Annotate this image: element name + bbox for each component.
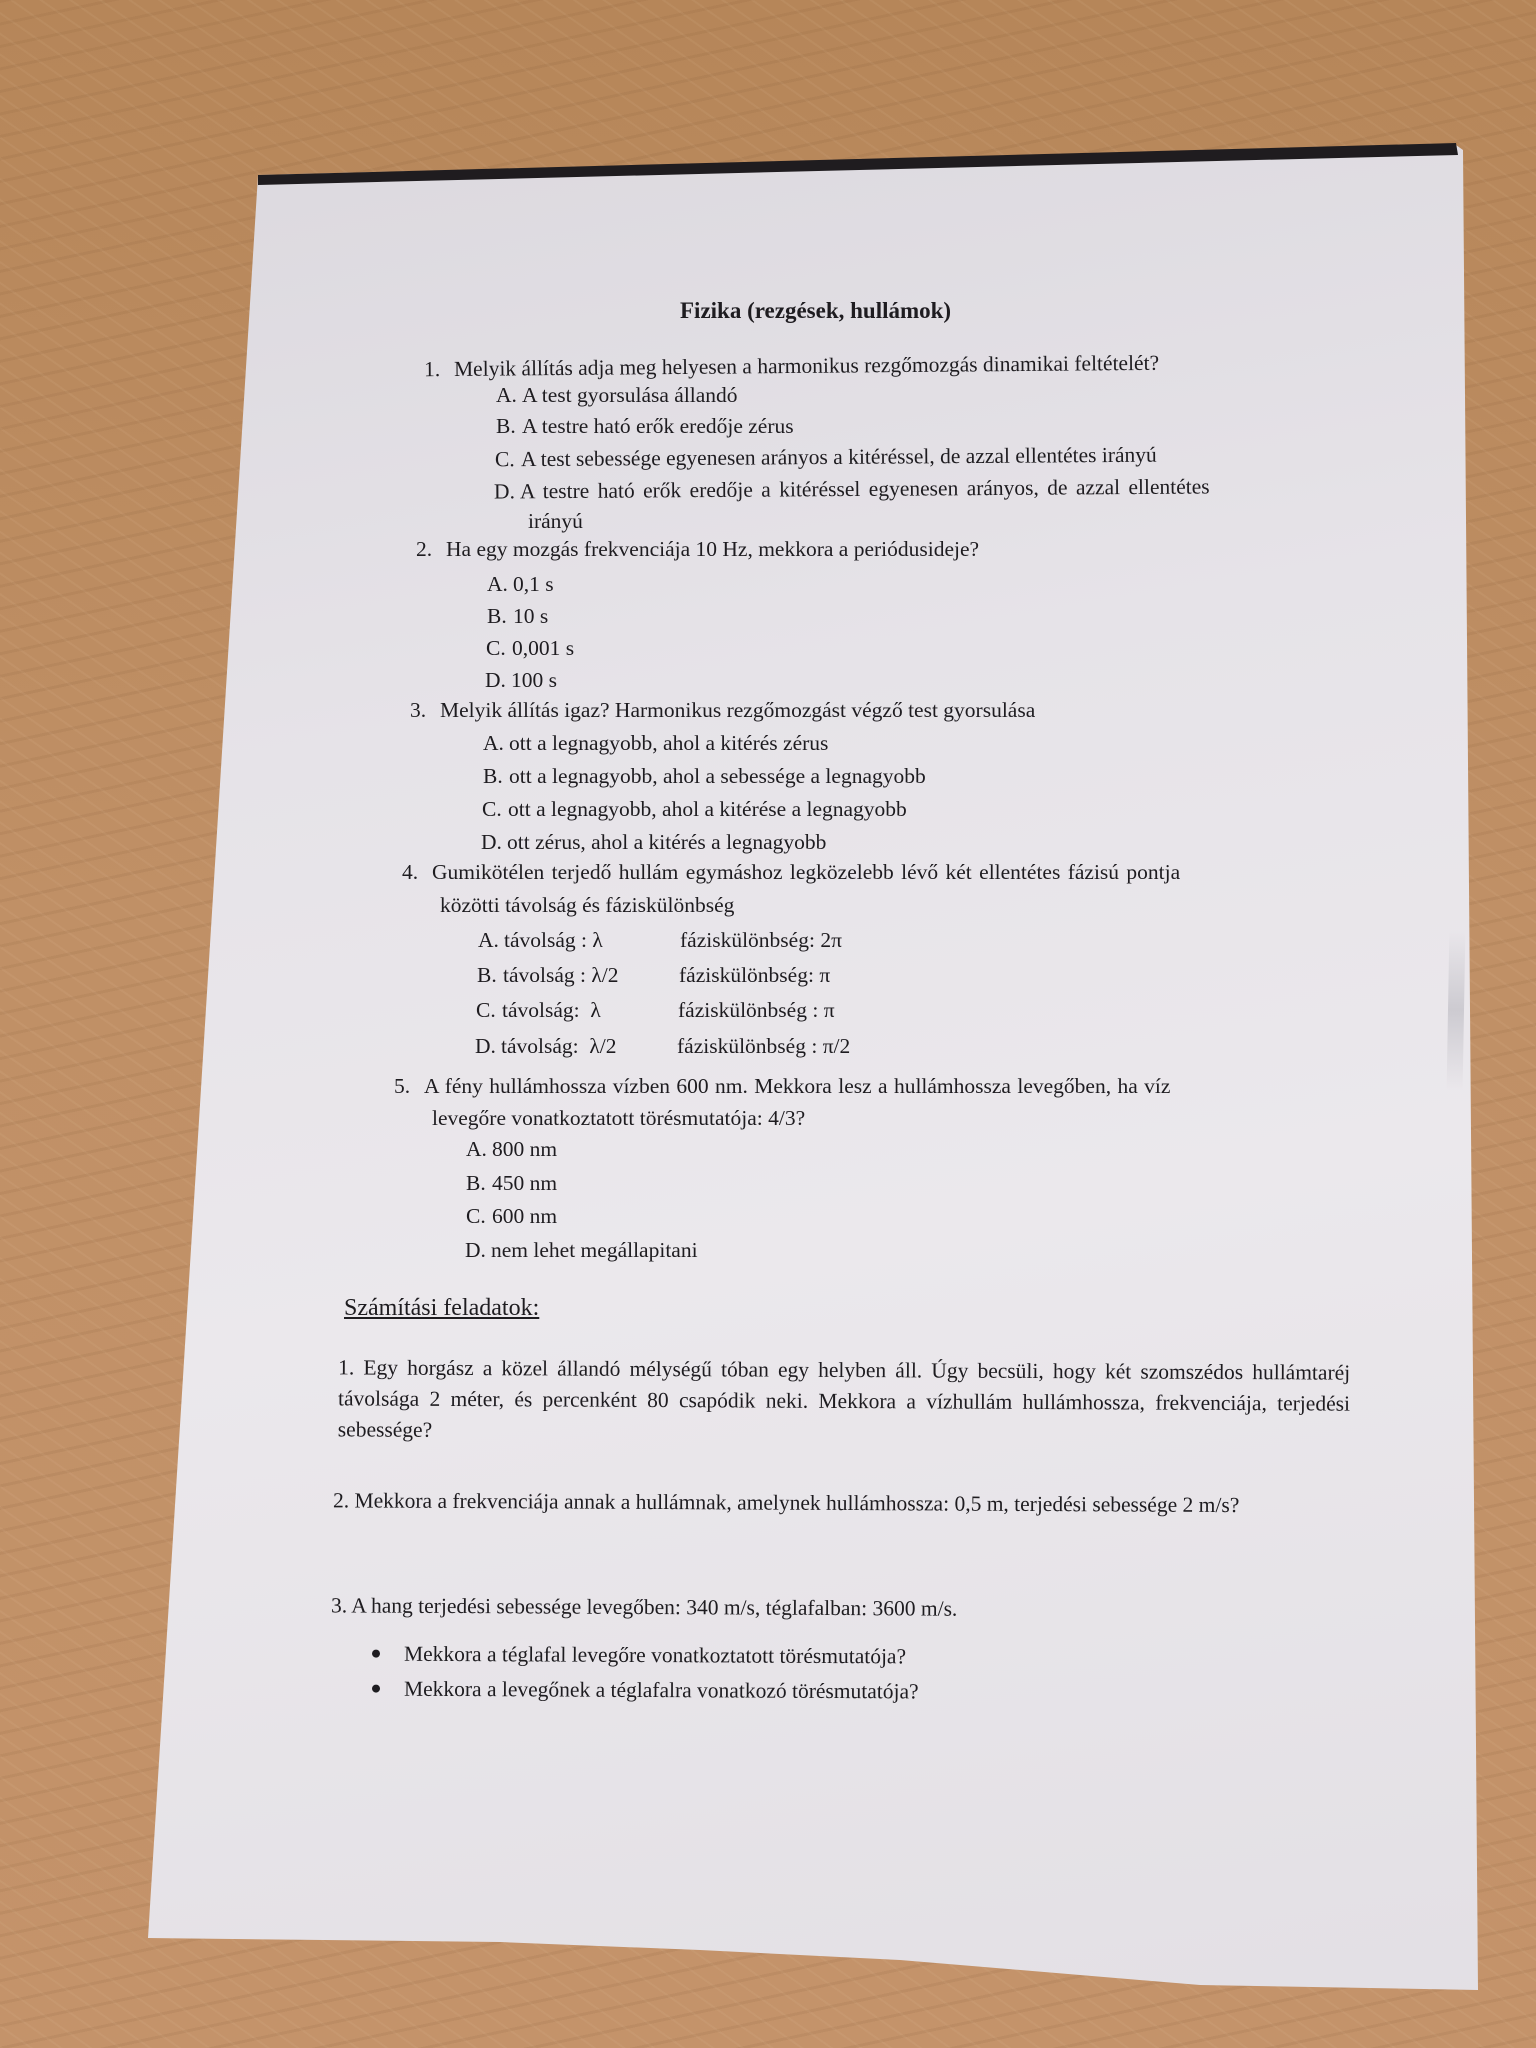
option-text: ott zérus, ahol a kitérés a legnagyobb (507, 830, 827, 854)
option-letter: D. (475, 1034, 496, 1058)
option-letter: C. (486, 636, 506, 660)
option-text: 450 nm (492, 1171, 558, 1195)
option-3b (483, 766, 926, 788)
option-text: 100 s (511, 668, 557, 692)
question-number: 2. (416, 537, 433, 561)
option-text: 0,001 s (512, 636, 575, 660)
question-text: Gumikötélen terjedő hullám egymáshoz legközelebb lévő két ellentétes fázisú pontja (432, 860, 1181, 884)
option-1c (494, 442, 1157, 472)
question-text: Melyik állítás igaz? Harmonikus rezgőmozgást végző test gyorsulása (440, 698, 1036, 722)
option-text: 10 s (513, 604, 549, 628)
bullet-item-2 (372, 1676, 919, 1704)
option-text: A test sebessége egyenesen arányos a kitéréssel, de azzal ellentétes irányú (520, 442, 1157, 472)
question-text: A fény hullámhossza vízben 600 nm. Mekkora lesz a hullámhossza levegőben, ha víz (424, 1074, 1171, 1098)
question-5-line2: levegőre vonatkoztatott törésmutatója: 4/3? (432, 1106, 806, 1130)
option-text: nem lehet megállapitani (491, 1238, 698, 1262)
option-4c (476, 1000, 835, 1022)
bullet-text: Mekkora a levegőnek a téglafalra vonatkozó törésmutatója? (403, 1676, 919, 1704)
option-letter: D. (485, 668, 506, 692)
option-letter: D. (493, 479, 515, 504)
option-text: 800 nm (492, 1137, 558, 1161)
option-letter: C. (466, 1204, 486, 1228)
option-4d (475, 1036, 850, 1058)
option-4b (477, 965, 830, 987)
question-text: Melyik állítás adja meg helyesen a harmonikus rezgőmozgás dinamikai feltételét? (453, 350, 1160, 381)
option-text: ott a legnagyobb, ahol a kitérése a legnagyobb (508, 797, 907, 821)
option-5a (466, 1139, 557, 1161)
option-letter: B. (477, 963, 497, 987)
option-letter: B. (487, 604, 507, 628)
option-letter: C. (482, 797, 502, 821)
option-text: A test gyorsulása állandó (522, 383, 738, 407)
option-5d (465, 1240, 698, 1262)
option-text: ott a legnagyobb, ahol a sebessége a legnagyobb (509, 764, 926, 788)
bullet-text: Mekkora a téglafal levegőre vonatkoztatott törésmutatója? (403, 1641, 907, 1669)
option-2c (486, 638, 574, 660)
bullet-icon (372, 1685, 380, 1693)
option-letter: B. (483, 764, 503, 788)
option-text: A testre ható erők eredője a kitéréssel egyenesen arányos, de azzal ellentétes (519, 474, 1210, 504)
option-phase: fáziskülönbség: 2π (680, 928, 842, 952)
question-3 (410, 700, 1035, 722)
question-4 (402, 862, 1180, 884)
option-letter: B. (496, 414, 516, 438)
option-letter: C. (494, 447, 515, 472)
question-number: 3. (410, 698, 427, 722)
option-2d (485, 670, 557, 692)
option-letter: A. (466, 1137, 487, 1161)
question-2 (416, 539, 979, 561)
option-letter: A. (483, 731, 504, 755)
option-3c (482, 799, 907, 821)
option-1a (496, 385, 738, 407)
option-2b (487, 606, 548, 628)
option-phase: fáziskülönbség : π/2 (677, 1034, 851, 1058)
calc-problem-2: 2. Mekkora a frekvenciája annak a hullámnak, amelynek hullámhossza: 0,5 m, terjedési sebessége 2 m/s? (332, 1488, 1240, 1518)
option-1b (496, 416, 794, 438)
question-text: Ha egy mozgás frekvenciája 10 Hz, mekkora a periódusideje? (446, 537, 980, 561)
option-text: A testre ható erők eredője zérus (522, 414, 794, 438)
option-letter: C. (476, 998, 496, 1022)
option-distance: távolság : λ (504, 928, 603, 952)
option-3a (483, 733, 828, 755)
option-5b (466, 1173, 557, 1195)
calc-problem-3: 3. A hang terjedési sebessége levegőben: 340 m/s, téglafalban: 3600 m/s. (330, 1593, 958, 1621)
option-distance: távolság: λ (502, 998, 601, 1022)
page-title: Fizika (rezgések, hullámok) (680, 298, 952, 323)
question-4-line2: közötti távolság és fáziskülönbség (440, 893, 735, 917)
option-distance: távolság : λ/2 (503, 963, 619, 987)
paper-smudge (1447, 930, 1466, 1090)
option-1d-continuation: irányú (528, 509, 583, 533)
option-phase: fáziskülönbség : π (678, 998, 835, 1022)
option-letter: A. (487, 572, 508, 596)
option-1d (493, 474, 1210, 504)
section-heading: Számítási feladatok: (344, 1295, 540, 1321)
option-4a (478, 930, 842, 952)
option-letter: B. (466, 1171, 486, 1195)
option-phase: fáziskülönbség: π (679, 963, 831, 987)
option-2a (487, 574, 554, 596)
question-number: 4. (402, 860, 419, 884)
option-text: 0,1 s (513, 572, 554, 596)
option-text: 600 nm (492, 1204, 558, 1228)
calc-problem-1: 1. Egy horgász a közel állandó mélységű tóban egy helyben áll. Úgy becsüli, hogy két szomszédos hullámtaréj távolsága 2 méter, és percenként 80 csapódik neki. Mekkora a vízhullám hullámhossza, frekvenciája, terjedési sebessége? (337, 1355, 1351, 1442)
bullet-item-1 (372, 1641, 907, 1669)
option-letter: A. (478, 928, 499, 952)
option-letter: D. (481, 830, 502, 854)
option-5c (466, 1206, 557, 1228)
option-text: ott a legnagyobb, ahol a kitérés zérus (509, 731, 829, 755)
question-number: 5. (394, 1074, 411, 1098)
question-number: 1. (423, 357, 441, 382)
bullet-icon (372, 1650, 380, 1658)
option-letter: D. (465, 1238, 486, 1262)
question-5 (394, 1076, 1170, 1098)
option-letter: A. (496, 383, 517, 407)
option-3d (481, 832, 826, 854)
option-distance: távolság: λ/2 (501, 1034, 617, 1058)
